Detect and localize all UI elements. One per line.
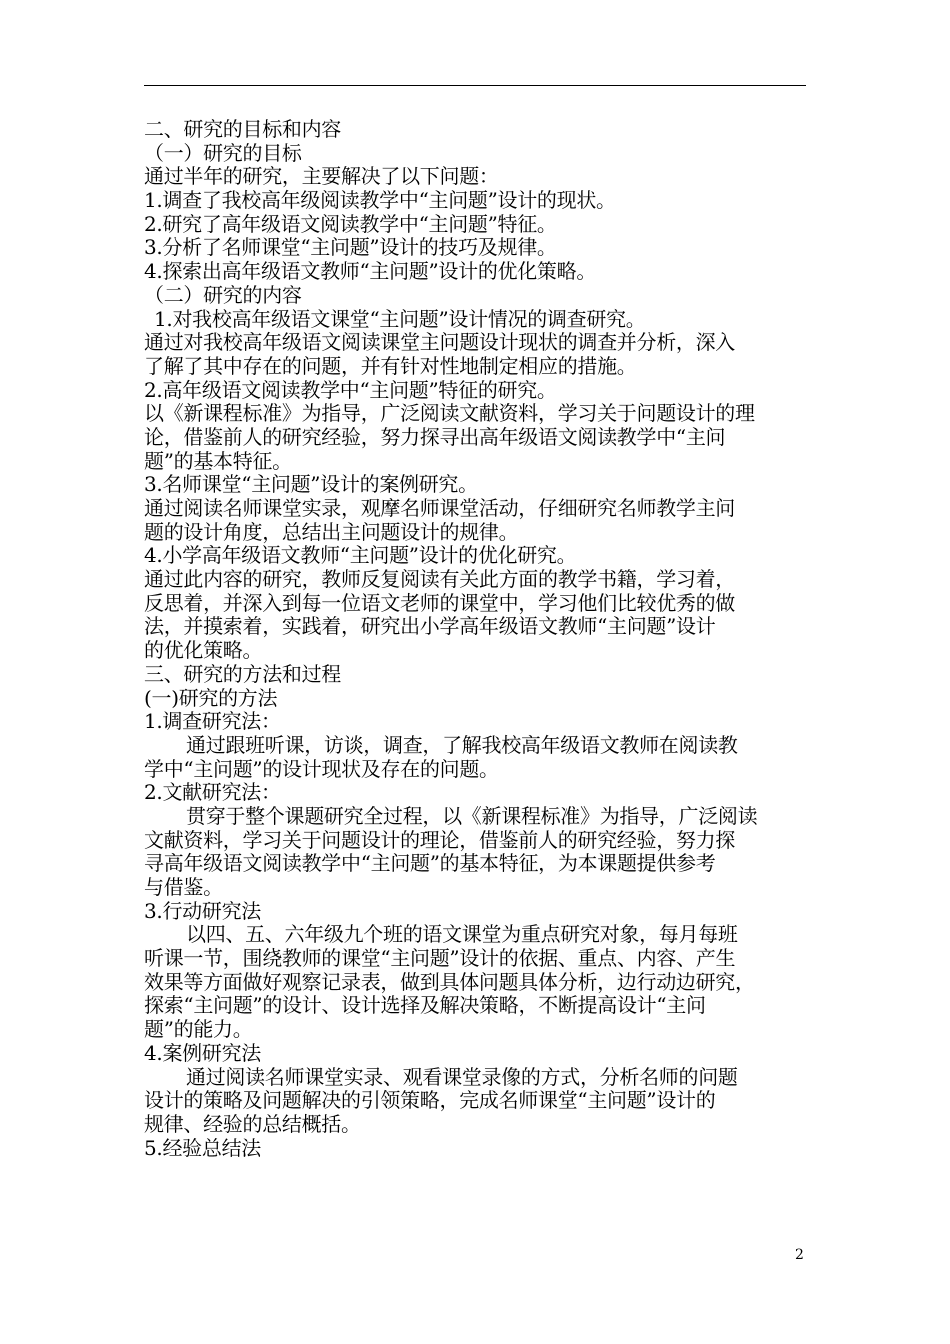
text-line: 论，借鉴前人的研究经验，努力探寻出高年级语文阅读教学中“主问 — [144, 424, 726, 449]
text-line: 二、研究的目标和内容 — [144, 117, 341, 141]
text-line: 2.高年级语文阅读教学中“主问题”特征的研究。 — [144, 377, 557, 402]
text-line: 探索“主问题”的设计、设计选择及解决策略，不断提高设计“主问 — [144, 993, 706, 1018]
text-line: 题”的基本特征。 — [144, 448, 292, 473]
text-line: 5.经验总结法 — [144, 1135, 261, 1160]
text-line: 设计的策略及问题解决的引领策略，完成名师课堂“主问题”设计的 — [144, 1088, 716, 1113]
text-line: （一）研究的目标 — [144, 140, 302, 165]
document-body — [144, 118, 812, 1160]
text-line: 听课一节，围绕教师的课堂“主问题”设计的依据、重点、内容、产生 — [144, 946, 736, 971]
text-line: 文献资料，学习关于问题设计的理论，借鉴前人的研究经验，努力探 — [144, 827, 735, 852]
text-line: 4.小学高年级语文教师“主问题”设计的优化研究。 — [144, 543, 577, 568]
text-line: （二）研究的内容 — [144, 282, 302, 307]
text-line: 三、研究的方法和过程 — [144, 661, 341, 686]
text-line: 贯穿于整个课题研究全过程，以《新课程标准》为指导，广泛阅读 — [186, 803, 758, 828]
text-line: 3.行动研究法 — [144, 898, 261, 923]
text-line: 4.探索出高年级语文教师“主问题”设计的优化策略。 — [144, 259, 597, 284]
text-line: 2.文献研究法： — [144, 780, 281, 805]
text-line: 效果等方面做好观察记录表，做到具体问题具体分析，边行动边研究， — [144, 969, 755, 994]
text-line: 2.研究了高年级语文阅读教学中“主问题”特征。 — [144, 211, 557, 236]
header-rule — [144, 85, 806, 86]
text-line: 规律、经验的总结概括。 — [144, 1111, 361, 1136]
text-line: 通过对我校高年级语文阅读课堂主问题设计现状的调查并分析，深入 — [144, 330, 735, 355]
text-line: 1.调查了我校高年级阅读教学中“主问题”设计的现状。 — [144, 188, 616, 213]
text-line: 4.案例研究法 — [144, 1040, 261, 1065]
text-line: 1.调查研究法： — [144, 709, 281, 734]
text-line: 通过阅读名师课堂实录，观摩名师课堂活动，仔细研究名师教学主问 — [144, 496, 735, 520]
text-line: 了解了其中存在的问题，并有针对性地制定相应的措施。 — [144, 353, 637, 378]
text-line: 法，并摸索着，实践着，研究出小学高年级语文教师“主问题”设计 — [144, 614, 716, 639]
text-line: 与借鉴。 — [144, 875, 223, 899]
text-line: 通过此内容的研究，教师反复阅读有关此方面的教学书籍，学习着， — [144, 567, 735, 592]
text-line: 3.名师课堂“主问题”设计的案例研究。 — [144, 472, 478, 497]
text-line: (一)研究的方法 — [144, 685, 278, 710]
text-line: 1.对我校高年级语文课堂“主问题”设计情况的调查研究。 — [154, 306, 646, 331]
text-line: 反思着，并深入到每一位语文老师的课堂中，学习他们比较优秀的做 — [144, 590, 735, 615]
text-line: 题的设计角度，总结出主问题设计的规律。 — [144, 519, 519, 544]
text-line: 3.分析了名师课堂“主问题”设计的技巧及规律。 — [144, 235, 557, 260]
text-line: 以四、五、六年级九个班的语文课堂为重点研究对象，每月每班 — [186, 922, 738, 947]
page-number: 2 — [795, 1247, 804, 1263]
text-line: 通过跟班听课，访谈，调查，了解我校高年级语文教师在阅读教 — [186, 732, 738, 757]
text-line: 学中“主问题”的设计现状及存在的问题。 — [144, 756, 499, 781]
text-line: 通过阅读名师课堂实录、观看课堂录像的方式，分析名师的问题 — [186, 1064, 738, 1089]
text-line: 通过半年的研究，主要解决了以下问题： — [144, 164, 499, 189]
text-line: 的优化策略。 — [144, 638, 263, 663]
text-line: 以《新课程标准》为指导，广泛阅读文献资料，学习关于问题设计的理 — [144, 401, 755, 426]
text-line: 题”的能力。 — [144, 1017, 253, 1042]
text-line: 寻高年级语文阅读教学中“主问题”的基本特征，为本课题提供参考 — [144, 851, 716, 876]
